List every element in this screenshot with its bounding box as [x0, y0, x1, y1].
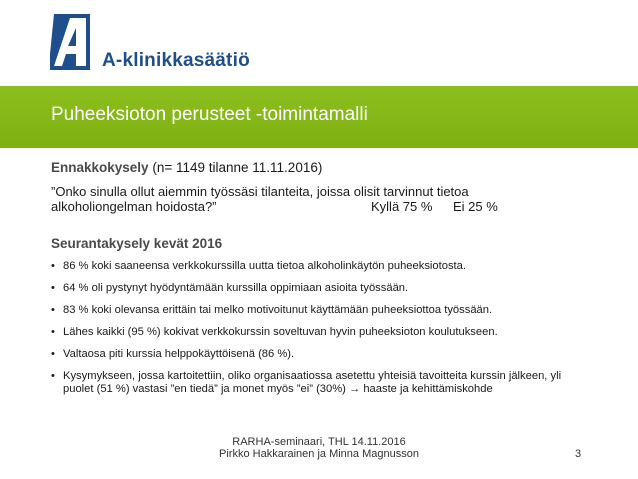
bullet-icon: •: [51, 304, 55, 316]
list-item: [51, 304, 591, 317]
footer-line-1: RARHA-seminaari, THL 14.11.2016: [232, 436, 406, 448]
bullet-text: 64 % oli pystynyt hyödyntämään kurssilla oppimiaan asioita työssään.: [63, 282, 409, 294]
followup-heading: Seurantakysely kevät 2016: [51, 236, 223, 251]
question-line-2: alkoholiongelman hoidosta?”: [51, 199, 217, 214]
question-line-2-row: [51, 199, 591, 214]
bullet-text: 86 % koki saaneensa verkkokurssilla uutta tietoa alkoholinkäytön puheeksiotosta.: [63, 260, 466, 272]
list-item: [51, 282, 591, 295]
bullet-icon: •: [51, 370, 55, 382]
answer-yes: Kyllä 75 %: [371, 199, 433, 214]
bullet-icon: •: [51, 348, 55, 360]
bullet-text: 83 % koki olevansa erittäin tai melko motivoitunut käyttämään puheeksiottoa työssään.: [63, 304, 493, 316]
page-number: 3: [575, 448, 582, 460]
list-item: [51, 348, 591, 361]
slide-content: [51, 160, 591, 405]
question-line-1: ”Onko sinulla ollut aiemmin työssäsi tilanteita, joissa olisit tarvinnut tietoa: [51, 184, 469, 199]
bullet-icon: •: [51, 282, 55, 294]
bullet-icon: •: [51, 260, 55, 272]
footer: [0, 436, 638, 460]
a-klinikkasaatio-logo: [50, 14, 250, 78]
logo-mark-icon: [50, 14, 94, 70]
bullet-text: Lähes kaikki (95 %) kokivat verkkokurssin soveltuvan hyvin puheeksioton koulutukseen.: [63, 326, 498, 338]
logo-text: A-klinikkasäätiö: [102, 50, 250, 71]
footer-line-2: Pirkko Hakkarainen ja Minna Magnusson: [219, 448, 419, 460]
list-item: [51, 370, 591, 395]
prior-survey-heading: [51, 160, 591, 176]
bullet-text: Kysymykseen, jossa kartoitettiin, oliko organisaatiossa asetettu yhteisiä tavoitteita kurssin jälkeen, yli puolet (51 %) vastasi ”en tiedä” ja monet myös ”ei” (30%) → haaste ja kehittämiskohde: [63, 370, 562, 395]
answer-no: Ei 25 %: [453, 199, 498, 214]
slide-title: Puheeksioton perusteet -toimintamalli: [51, 104, 368, 125]
list-item: [51, 260, 591, 273]
prior-survey-question: [51, 184, 591, 214]
prior-survey-label: Ennakkokysely: [51, 160, 149, 175]
bullet-text: Valtaosa piti kurssia helppokäyttöisenä (86 %).: [63, 348, 295, 360]
prior-survey-detail: (n= 1149 tilanne 11.11.2016): [152, 160, 323, 175]
list-item: [51, 326, 591, 339]
followup-bullet-list: [51, 260, 591, 395]
bullet-icon: •: [51, 326, 55, 338]
